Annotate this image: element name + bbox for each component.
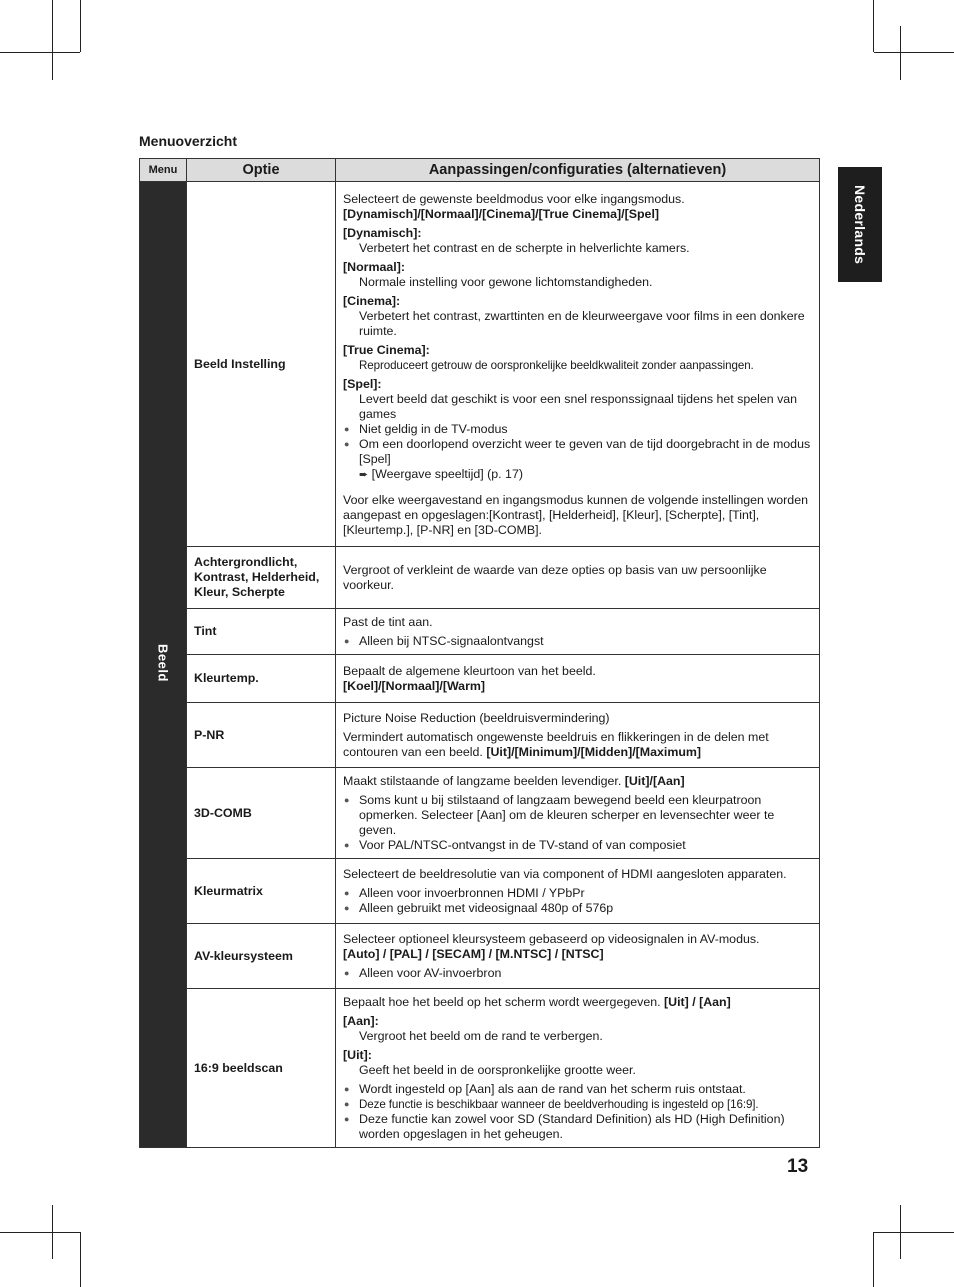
description-text: Picture Noise Reduction (beeldruisvermindering) — [343, 711, 610, 725]
table-row — [140, 547, 820, 609]
menu-category-cell — [140, 182, 187, 1148]
table-row — [140, 989, 820, 1148]
mode-text: Verbetert het contrast en de scherpte in helverlichte kamers. — [359, 240, 690, 255]
header-adjustments: Aanpassingen/configuraties (alternatieven) — [336, 159, 820, 182]
crop-mark — [80, 0, 81, 52]
note-text: Voor elke weergavestand en ingangsmodus kunnen de volgende instellingen worden aangepast en opgeslagen:[Kontrast], [Helderheid], [Kleur], [Scherpte], [Tint], [Kleurtemp.], [P-NR] en [3D-COMB]. — [343, 492, 808, 537]
description-text: Selecteert de gewenste beeldmodus voor elke ingangsmodus. — [343, 191, 685, 206]
description-text: Past de tint aan. — [343, 615, 433, 629]
mode-text: Vergroot het beeld om de rand te verbergen. — [359, 1029, 603, 1043]
crop-mark — [900, 1205, 901, 1259]
crop-mark — [26, 52, 80, 53]
mode-label: [Dynamisch]: — [343, 225, 422, 240]
mode-text: Verbetert het contrast, zwarttinten en de kleurweergave voor films in een donkere ruimte. — [359, 308, 805, 338]
mode-text: Geeft het beeld in de oorspronkelijke grootte weer. — [359, 1063, 636, 1077]
crop-mark — [0, 1232, 80, 1233]
bullet-item: ● Wordt ingesteld op [Aan] als aan de rand van het scherm ruis ontstaat. — [343, 1082, 811, 1097]
choices-text: [Dynamisch]/[Normaal]/[Cinema]/[True Cinema]/[Spel] — [343, 206, 660, 221]
option-description — [336, 859, 820, 924]
description-text: Selecteert de beeldresolutie van via component of HDMI aangesloten apparaten. — [343, 867, 787, 881]
option-name: P-NR — [187, 703, 336, 768]
bullet-item: ● Alleen gebruikt met videosignaal 480p of 576p — [343, 901, 811, 916]
option-description — [336, 768, 820, 859]
option-description — [336, 547, 820, 609]
choices-text: [Uit]/[Minimum]/[Midden]/[Maximum] — [486, 745, 702, 759]
option-name: Kleurtemp. — [187, 655, 336, 703]
table-row — [140, 655, 820, 703]
crop-mark — [52, 1205, 53, 1259]
crop-mark — [874, 1232, 954, 1233]
choices-text: [Auto] / [PAL] / [SECAM] / [M.NTSC] / [NTSC] — [343, 947, 604, 961]
mode-label: [Aan]: — [343, 1014, 379, 1028]
option-name: AV-kleursysteem — [187, 924, 336, 989]
bullet-item: ● Deze functie is beschikbaar wanneer de beeldverhouding is ingesteld op [16:9]. — [343, 1097, 811, 1112]
crop-mark — [52, 0, 53, 80]
description-text — [343, 774, 811, 789]
table-row — [140, 859, 820, 924]
option-description — [336, 182, 820, 547]
option-name: Achtergrondlicht, Kontrast, Helderheid, Kleur, Scherpte — [187, 547, 336, 609]
header-option: Optie — [187, 159, 336, 182]
bullet-item: ● Deze functie kan zowel voor SD (Standard Definition) als HD (High Definition) worden opgeslagen in het geheugen. — [343, 1112, 811, 1142]
table-row — [140, 924, 820, 989]
table-row — [140, 703, 820, 768]
option-name: Beeld Instelling — [187, 182, 336, 547]
table-row — [140, 609, 820, 655]
bullet-item: ● Soms kunt u bij stilstaand of langzaam bewegend beeld een kleurpatroon opmerken. Selecteer [Aan] om de kleuren scherper en levensechter weer te geven. — [343, 793, 811, 838]
section-title: Menuoverzicht — [139, 133, 238, 149]
crop-mark — [900, 26, 901, 80]
mode-label: [Uit]: — [343, 1048, 372, 1062]
bullet-item: ● Alleen voor invoerbronnen HDMI / YPbPr — [343, 886, 811, 901]
option-description — [336, 924, 820, 989]
choices-text: [Uit] / [Aan] — [664, 995, 731, 1009]
language-tab-label: Nederlands — [852, 184, 868, 265]
description-text-part: Bepaalt hoe het beeld op het scherm wordt weergegeven. — [343, 995, 661, 1009]
reference-text: [Weergave speeltijd] (p. 17) — [371, 466, 523, 481]
mode-label: [Normaal]: — [343, 259, 405, 274]
mode-text: Levert beeld dat geschikt is voor een snel responssignaal tijdens het spelen van games — [359, 391, 798, 421]
arrow-right-icon: ➨ — [359, 468, 369, 481]
description-text: Vergroot of verkleint de waarde van deze opties op basis van uw persoonlijke voorkeur. — [343, 563, 767, 592]
mode-label: [Cinema]: — [343, 293, 401, 308]
mode-text: Reproduceert getrouw de oorspronkelijke beeldkwaliteit zonder aanpassingen. — [359, 358, 754, 372]
language-tab — [838, 167, 882, 282]
crop-mark — [873, 0, 874, 52]
bullet-item: ● Voor PAL/NTSC-ontvangst in de TV-stand of van composiet — [343, 838, 811, 853]
description-text-part: Maakt stilstaande of langzame beelden levendiger. — [343, 774, 622, 788]
option-name: Kleurmatrix — [187, 859, 336, 924]
mode-label: [Spel]: — [343, 376, 382, 391]
page-reference[interactable] — [343, 467, 811, 483]
table-row — [140, 768, 820, 859]
crop-mark — [80, 1232, 81, 1287]
description-text: Selecteer optioneel kleursysteem gebaseerd op videosignalen in AV-modus. — [343, 932, 760, 946]
description-text — [343, 995, 811, 1010]
choices-text: [Uit]/[Aan] — [624, 774, 685, 788]
crop-mark — [873, 1232, 874, 1287]
table-header-row — [140, 159, 820, 182]
description-text — [343, 730, 811, 760]
bullet-item: ● Alleen bij NTSC-signaalontvangst — [343, 634, 811, 649]
menu-category-label: Beeld — [155, 643, 171, 682]
option-name: 3D-COMB — [187, 768, 336, 859]
option-name: Tint — [187, 609, 336, 655]
description-text: Bepaalt de algemene kleurtoon van het beeld. — [343, 664, 596, 678]
bullet-item: ● Alleen voor AV-invoerbron — [343, 966, 811, 981]
option-name: 16:9 beeldscan — [187, 989, 336, 1148]
mode-label: [True Cinema]: — [343, 342, 430, 357]
choices-text: [Koel]/[Normaal]/[Warm] — [343, 679, 486, 693]
option-description — [336, 989, 820, 1148]
page-number: 13 — [787, 1156, 809, 1177]
table-row — [140, 182, 820, 547]
bullet-item: ● Niet geldig in de TV-modus — [343, 422, 811, 437]
bullet-item: ● Om een doorlopend overzicht weer te geven van de tijd doorgebracht in de modus [Spel] — [343, 437, 811, 467]
option-description — [336, 655, 820, 703]
mode-text: Normale instelling voor gewone lichtomstandigheden. — [359, 274, 653, 289]
crop-mark — [874, 52, 954, 53]
option-description — [336, 703, 820, 768]
menu-overview-table — [139, 158, 820, 1148]
description-text-part: Vermindert automatisch ongewenste beeldruis en flikkeringen in de delen met contouren van een beeld. — [343, 730, 769, 759]
option-description — [336, 609, 820, 655]
header-menu: Menu — [140, 159, 187, 182]
